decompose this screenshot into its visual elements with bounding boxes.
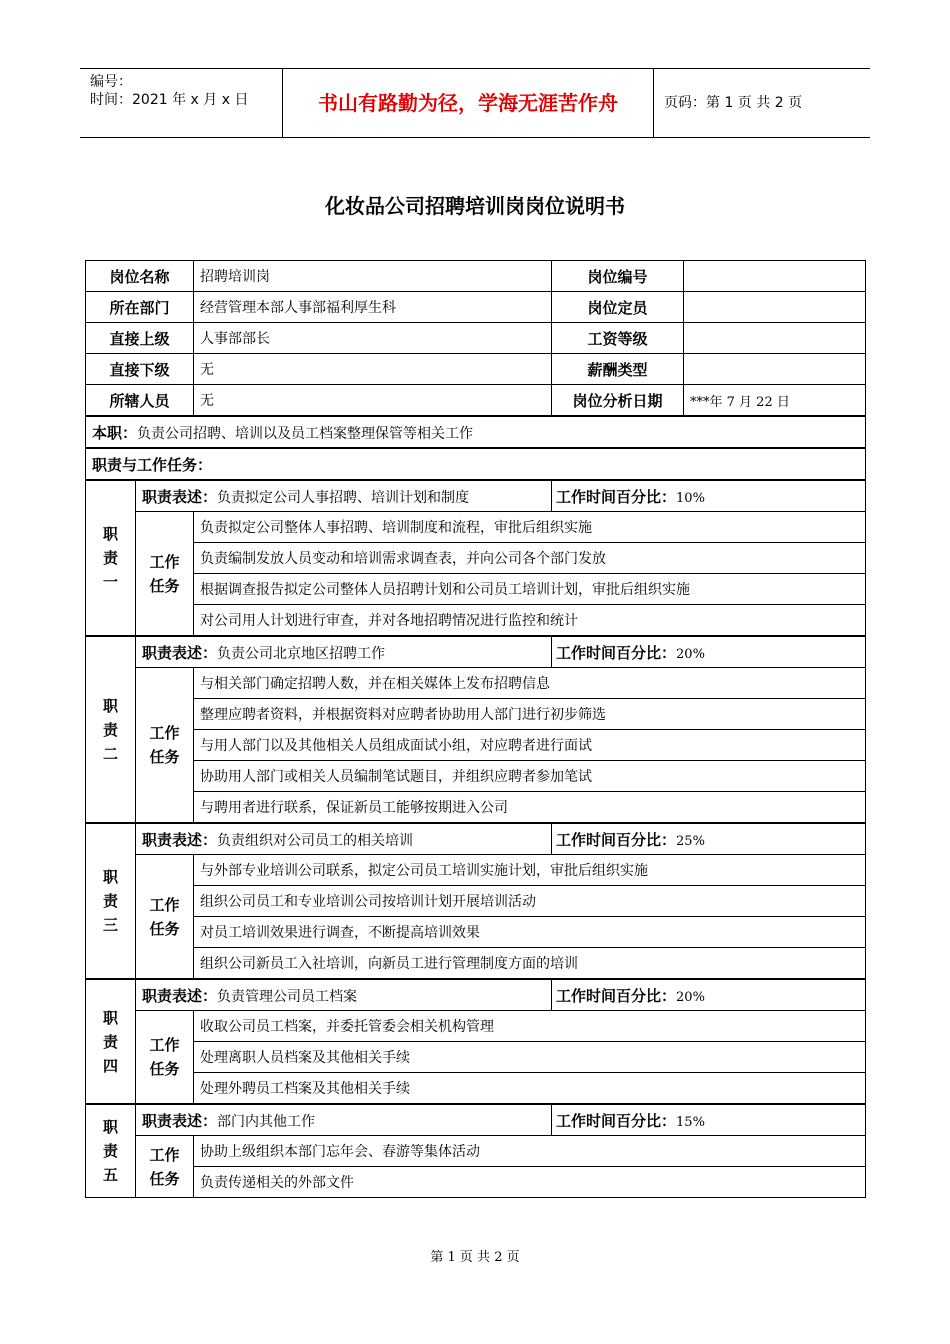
task-item: 根据调查报告拟定公司整体人员招聘计划和公司员工培训计划，审批后组织实施 bbox=[194, 574, 866, 605]
task-item: 与外部专业培训公司联系，拟定公司员工培训实施计划，审批后组织实施 bbox=[194, 855, 866, 886]
task-item: 处理外聘员工档案及其他相关手续 bbox=[194, 1073, 866, 1105]
task-row bbox=[86, 761, 866, 792]
task-item: 收取公司员工档案，并委托管委会相关机构管理 bbox=[194, 1011, 866, 1042]
task-label-line: 任务 bbox=[149, 748, 180, 766]
duty-name-char: 二 bbox=[102, 744, 118, 763]
duty-statement-row bbox=[86, 480, 866, 512]
duty-statement bbox=[136, 823, 552, 855]
duties-heading: 职责与工作任务： bbox=[86, 448, 866, 480]
task-row bbox=[86, 730, 866, 761]
task-label bbox=[136, 1011, 194, 1105]
field-label: 岗位编号 bbox=[552, 261, 684, 292]
task-row bbox=[86, 543, 866, 574]
task-row bbox=[86, 1167, 866, 1198]
duty-name-char: 三 bbox=[102, 916, 118, 934]
percentage-value: 20% bbox=[676, 989, 705, 1005]
statement-text: 负责拟定公司人事招聘、培训计划和制度 bbox=[217, 489, 470, 506]
duty-statement-row bbox=[86, 636, 866, 668]
task-label bbox=[136, 855, 194, 980]
basic-info-row bbox=[86, 292, 866, 323]
statement-text: 负责公司北京地区招聘工作 bbox=[217, 645, 386, 662]
field-label: 岗位分析日期 bbox=[552, 385, 684, 417]
statement-label: 职责表述： bbox=[142, 487, 218, 506]
task-label-line: 工作 bbox=[149, 724, 180, 742]
task-item: 与用人部门以及其他相关人员组成面试小组，对应聘者进行面试 bbox=[194, 730, 866, 761]
task-label-line: 任务 bbox=[149, 919, 180, 938]
field-value bbox=[684, 323, 866, 354]
duty-name bbox=[86, 636, 136, 823]
statement-text: 部门内其他工作 bbox=[217, 1113, 316, 1130]
duty-name-char: 四 bbox=[102, 1056, 118, 1075]
duties-heading-row bbox=[86, 448, 866, 480]
field-label: 所在部门 bbox=[86, 292, 194, 323]
percentage-value: 20% bbox=[676, 646, 705, 662]
percentage-label: 工作时间百分比： bbox=[556, 487, 677, 506]
duty-name bbox=[86, 480, 136, 636]
task-item: 组织公司新员工入社培训，向新员工进行管理制度方面的培训 bbox=[194, 948, 866, 980]
task-row bbox=[86, 605, 866, 637]
page-footer: 第 1 页 共 2 页 bbox=[430, 1250, 520, 1265]
core-duty-row bbox=[86, 416, 866, 448]
task-label-line: 任务 bbox=[149, 576, 180, 595]
core-duty-label: 本职： bbox=[92, 423, 138, 442]
duty-statement-row bbox=[86, 979, 866, 1011]
document-title: 化妆品公司招聘培训岗岗位说明书 bbox=[325, 194, 625, 218]
duty-statement bbox=[136, 979, 552, 1011]
task-row bbox=[86, 1073, 866, 1105]
task-label-line: 工作 bbox=[149, 1145, 180, 1164]
task-row bbox=[86, 574, 866, 605]
header-page-number: 页码：第 1 页 共 2 页 bbox=[664, 95, 803, 111]
field-value: 无 bbox=[194, 385, 552, 417]
task-item: 对公司用人计划进行审查，并对各地招聘情况进行监控和统计 bbox=[194, 605, 866, 637]
percentage-value: 10% bbox=[676, 490, 705, 506]
statement-text: 负责组织对公司员工的相关培训 bbox=[217, 832, 414, 849]
task-label bbox=[136, 1136, 194, 1198]
basic-info-row bbox=[86, 385, 866, 417]
task-row bbox=[86, 699, 866, 730]
field-value bbox=[684, 354, 866, 385]
statement-text: 负责管理公司员工档案 bbox=[217, 988, 358, 1005]
duty-name bbox=[86, 823, 136, 979]
duty-name-char: 职 bbox=[102, 1118, 118, 1136]
task-row bbox=[86, 668, 866, 699]
task-item: 对员工培训效果进行调查，不断提高培训效果 bbox=[194, 917, 866, 948]
task-label-line: 工作 bbox=[149, 1036, 180, 1054]
duty-name bbox=[86, 1104, 136, 1198]
percentage-label: 工作时间百分比： bbox=[556, 830, 677, 849]
percentage-label: 工作时间百分比： bbox=[556, 1111, 677, 1130]
duty-name-char: 一 bbox=[102, 573, 118, 591]
task-label-line: 工作 bbox=[149, 895, 180, 914]
field-value: 无 bbox=[194, 354, 552, 385]
duty-name-char: 责 bbox=[102, 1142, 118, 1160]
task-label-line: 任务 bbox=[149, 1169, 180, 1188]
time-percentage bbox=[552, 636, 866, 668]
task-label bbox=[136, 668, 194, 824]
duty-statement bbox=[136, 636, 552, 668]
task-row bbox=[86, 948, 866, 980]
job-description-table bbox=[85, 260, 866, 1198]
field-label: 直接上级 bbox=[86, 323, 194, 354]
task-item: 负责拟定公司整体人事招聘、培训制度和流程，审批后组织实施 bbox=[194, 512, 866, 543]
duty-name-char: 职 bbox=[102, 696, 118, 715]
task-item: 负责传递相关的外部文件 bbox=[194, 1167, 866, 1198]
task-item: 协助用人部门或相关人员编制笔试题目，并组织应聘者参加笔试 bbox=[194, 761, 866, 792]
task-label-line: 任务 bbox=[149, 1060, 180, 1078]
task-row bbox=[86, 1011, 866, 1042]
duty-name-char: 责 bbox=[102, 720, 118, 739]
document-number-label: 编号： bbox=[90, 74, 132, 90]
field-label: 工资等级 bbox=[552, 323, 684, 354]
statement-label: 职责表述： bbox=[142, 643, 218, 662]
page-header bbox=[80, 68, 870, 138]
percentage-value: 25% bbox=[676, 833, 705, 849]
task-label bbox=[136, 512, 194, 637]
task-item: 处理离职人员档案及其他相关手续 bbox=[194, 1042, 866, 1073]
task-row bbox=[86, 917, 866, 948]
task-item: 整理应聘者资料，并根据资料对应聘者协助用人部门进行初步筛选 bbox=[194, 699, 866, 730]
duty-name-char: 责 bbox=[102, 549, 118, 567]
header-motto: 书山有路勤为径，学海无涯苦作舟 bbox=[282, 69, 654, 137]
field-value bbox=[684, 292, 866, 323]
duty-name bbox=[86, 979, 136, 1104]
task-label-line: 工作 bbox=[149, 552, 180, 571]
task-item: 协助上级组织本部门忘年会、春游等集体活动 bbox=[194, 1136, 866, 1167]
task-row bbox=[86, 855, 866, 886]
field-label: 直接下级 bbox=[86, 354, 194, 385]
task-item: 与聘用者进行联系，保证新员工能够按期进入公司 bbox=[194, 792, 866, 824]
field-value: 经营管理本部人事部福利厚生科 bbox=[194, 292, 552, 323]
field-value bbox=[684, 261, 866, 292]
statement-label: 职责表述： bbox=[142, 1111, 218, 1130]
duty-name-char: 职 bbox=[102, 868, 118, 886]
task-row bbox=[86, 886, 866, 917]
header-meta bbox=[80, 69, 282, 137]
field-value: 人事部部长 bbox=[194, 323, 552, 354]
field-label: 岗位名称 bbox=[86, 261, 194, 292]
duty-name-char: 职 bbox=[102, 525, 118, 543]
field-label: 薪酬类型 bbox=[552, 354, 684, 385]
field-value: 招聘培训岗 bbox=[194, 261, 552, 292]
percentage-label: 工作时间百分比： bbox=[556, 643, 677, 662]
basic-info-row bbox=[86, 354, 866, 385]
field-label: 岗位定员 bbox=[552, 292, 684, 323]
time-percentage bbox=[552, 1104, 866, 1136]
time-percentage bbox=[552, 979, 866, 1011]
time-percentage bbox=[552, 823, 866, 855]
duty-name-char: 责 bbox=[102, 892, 118, 910]
task-row bbox=[86, 792, 866, 824]
duty-statement bbox=[136, 1104, 552, 1136]
duty-name-char: 责 bbox=[102, 1032, 118, 1051]
basic-info-row bbox=[86, 261, 866, 292]
task-item: 与相关部门确定招聘人数，并在相关媒体上发布招聘信息 bbox=[194, 668, 866, 699]
duty-statement-row bbox=[86, 823, 866, 855]
task-row bbox=[86, 512, 866, 543]
duty-statement-row bbox=[86, 1104, 866, 1136]
basic-info-row bbox=[86, 323, 866, 354]
core-duty-text: 负责公司招聘、培训以及员工档案整理保管等相关工作 bbox=[137, 425, 474, 442]
duty-statement bbox=[136, 480, 552, 512]
field-label: 所辖人员 bbox=[86, 385, 194, 417]
core-duty-cell bbox=[86, 416, 866, 448]
task-row bbox=[86, 1042, 866, 1073]
task-row bbox=[86, 1136, 866, 1167]
document-date-label: 时间：2021 年 x 月 x 日 bbox=[90, 92, 249, 108]
duty-name-char: 职 bbox=[102, 1008, 118, 1027]
duty-name-char: 五 bbox=[102, 1166, 118, 1184]
percentage-label: 工作时间百分比： bbox=[556, 986, 677, 1005]
statement-label: 职责表述： bbox=[142, 986, 218, 1005]
task-item: 负责编制发放人员变动和培训需求调查表，并向公司各个部门发放 bbox=[194, 543, 866, 574]
percentage-value: 15% bbox=[676, 1114, 705, 1130]
field-value: ***年 7 月 22 日 bbox=[684, 385, 866, 417]
statement-label: 职责表述： bbox=[142, 830, 218, 849]
task-item: 组织公司员工和专业培训公司按培训计划开展培训活动 bbox=[194, 886, 866, 917]
time-percentage bbox=[552, 480, 866, 512]
